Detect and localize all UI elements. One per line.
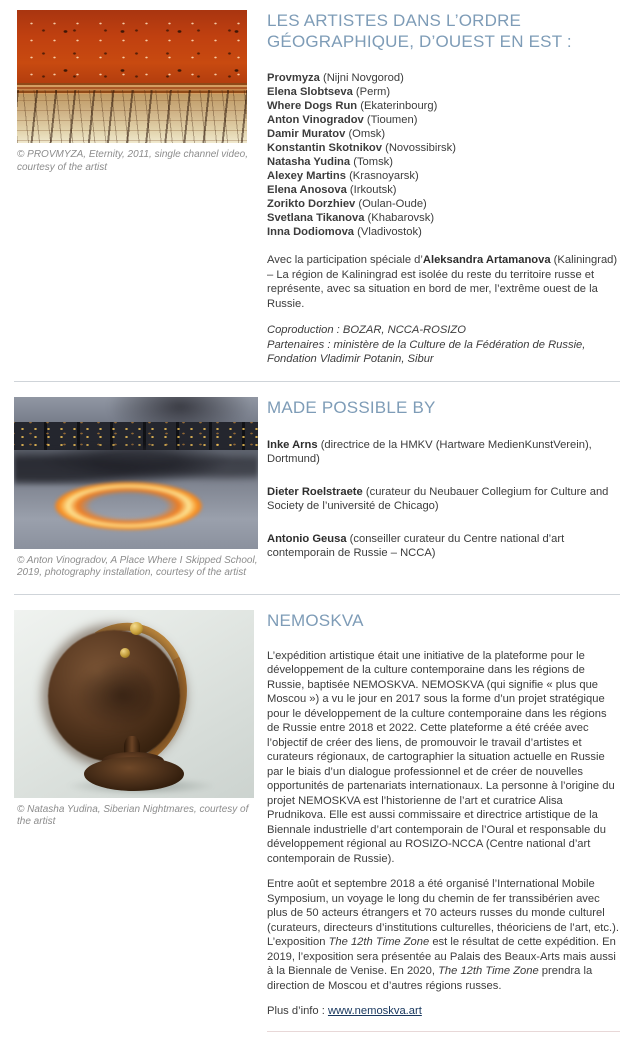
- artist-city: (Krasnoyarsk): [349, 170, 419, 182]
- artist-city: (Omsk): [348, 128, 386, 140]
- exhibition-title: The 12th Time Zone: [438, 965, 539, 977]
- person-name: Antonio Geusa: [267, 532, 347, 545]
- exhibition-title: The 12th Time Zone: [328, 936, 430, 948]
- fire-ring: [55, 482, 201, 531]
- artist-city: (Vladivostok): [357, 226, 422, 238]
- artwork-image-fire-ring: [14, 397, 258, 549]
- artist-city: (Tioumen): [366, 114, 418, 126]
- more-info-line: [267, 1004, 620, 1019]
- bottom-divider: [267, 1031, 620, 1032]
- section-nemoskva-media-column: [14, 608, 258, 829]
- fur-dark-patch: [74, 660, 154, 730]
- coproduction-line: Coproduction : BOZAR, NCCA-ROSIZO: [267, 324, 466, 336]
- artist-row: [267, 127, 620, 141]
- section-heading-nemoskva: NEMOSKVA: [267, 610, 364, 630]
- section-made-possible-by: [14, 395, 620, 580]
- section-mpb-media-column: [14, 395, 258, 580]
- partners-line: Partenaires : ministère de la Culture de la Fédération de Russie, Fondation Vladimir Potanin, Sibur: [267, 338, 586, 365]
- globe-base-foot: [84, 757, 184, 791]
- brass-finial: [130, 622, 143, 635]
- artist-row: [267, 225, 620, 239]
- section-divider: [14, 381, 620, 382]
- para2-text: Entre août et septembre 2018 a été organisé l’International Mobile Symposium, un voyage le long du chemin de fer transsibérien avec plus de 50 acteurs étrangers et 70 acteurs russes du monde culturel (curateurs, directeurs d’institutions culturelles, théoriciens de l’art, etc.). L’exposition: [267, 878, 619, 948]
- artist-name: Zorikto Dorzhiev: [267, 198, 356, 210]
- section-artists: [14, 8, 620, 367]
- artist-row: [267, 211, 620, 225]
- person-desc: (conseiller curateur du Centre national d’art contemporain de Russie – NCCA): [267, 532, 565, 559]
- section-nemoskva-text-column: [258, 608, 620, 1032]
- more-info-label: Plus d’info :: [267, 1005, 328, 1017]
- artist-name: Anton Vinogradov: [267, 114, 364, 126]
- artist-city: (Perm): [355, 86, 391, 98]
- section-mpb-text-column: [258, 395, 620, 561]
- special-artist-name: Aleksandra Artamanova: [422, 254, 551, 266]
- cliff-cracks: [17, 90, 247, 143]
- person-entry: [267, 532, 620, 561]
- artist-name: Natasha Yudina: [267, 156, 351, 168]
- brass-knob: [120, 648, 130, 658]
- person-name: Dieter Roelstraete: [267, 485, 363, 498]
- artist-row: [267, 85, 620, 99]
- artist-city: (Irkoutsk): [349, 184, 397, 196]
- artist-city: (Khabarovsk): [367, 212, 435, 224]
- dark-bushes: [14, 445, 258, 485]
- artist-name: Konstantin Skotnikov: [267, 142, 382, 154]
- artist-city: (Ekaterinbourg): [360, 100, 438, 112]
- artist-city: (Oulan-Oude): [358, 198, 427, 210]
- special-prefix: Avec la participation spéciale d’: [267, 254, 423, 266]
- special-participation-paragraph: [267, 253, 620, 311]
- nemoskva-paragraph-2: [267, 877, 620, 993]
- artist-city: (Novossibirsk): [385, 142, 456, 154]
- quarry-texture: [17, 10, 247, 86]
- image-caption-fire-ring: © Anton Vinogradov, A Place Where I Skipped School, 2019, photography installation, courtesy of the artist: [17, 554, 258, 578]
- artist-row: [267, 183, 620, 197]
- coproduction-block: [267, 323, 620, 367]
- section-heading-made-possible-by: MADE POSSIBLE BY: [267, 397, 436, 417]
- person-desc: (directrice de la HMKV (Hartware MedienKunstVerein), Dortmund): [267, 438, 592, 465]
- artist-list: [267, 71, 620, 239]
- image-caption-eternity: © PROVMYZA, Eternity, 2011, single channel video, courtesy of the artist: [17, 149, 248, 173]
- artist-name: Provmyza: [267, 72, 320, 84]
- artist-row: [267, 141, 620, 155]
- artist-name: Where Dogs Run: [267, 100, 358, 112]
- section-heading-artists: LES ARTISTES DANS L’ORDRE GÉOGRAPHIQUE, D’OUEST EN EST :: [267, 11, 572, 51]
- person-entry: [267, 485, 620, 514]
- artist-city: (Nijni Novgorod): [322, 72, 404, 84]
- artist-name: Elena Anosova: [267, 184, 347, 196]
- artist-row: [267, 169, 620, 183]
- artist-row: [267, 71, 620, 85]
- person-name: Inke Arns: [267, 438, 318, 451]
- artist-name: Inna Dodiomova: [267, 226, 355, 238]
- image-caption-fur-globe: © Natasha Yudina, Siberian Nightmares, courtesy of the artist: [17, 803, 249, 827]
- artist-row: [267, 99, 620, 113]
- artwork-image-eternity: [17, 10, 247, 143]
- artwork-image-fur-globe: [14, 610, 254, 798]
- para2-text: prendra la direction de Moscou et d’autres régions russes.: [267, 965, 593, 992]
- para2-text: est le résultat de cette expédition. En 2019, l’exposition sera présentée au Palais des Beaux-Arts mais aussi à la Biennale de Venise. En 2020,: [267, 936, 616, 977]
- section-nemoskva: [14, 608, 620, 1032]
- special-rest: (Kaliningrad) – La région de Kaliningrad est isolée du reste du territoire russe et représente, avec sa situation en bord de mer, l’extrême ouest de la Russie.: [267, 254, 618, 310]
- section-divider: [14, 594, 620, 595]
- section-artists-text-column: [258, 8, 620, 367]
- artist-city: (Tomsk): [353, 156, 393, 168]
- person-entry: [267, 438, 620, 467]
- artist-name: Elena Slobtseva: [267, 86, 353, 98]
- artist-name: Damir Muratov: [267, 128, 346, 140]
- artist-name: Svetlana Tikanova: [267, 212, 365, 224]
- artist-row: [267, 197, 620, 211]
- nemoskva-paragraph-1: L’expédition artistique était une initiative de la plateforme pour le développement de la culture contemporaine dans les régions de Russie, baptisée NEMOSKVA. NEMOSKVA (qui signifie « plus que Moscou ») a vu le jour en 2017 sous la forme d’un projet stratégique pour le développement de la culture contemporaine dans les régions de Russie entre 2018 et 2022. Cette plateforme a été créée avec l’objectif de créer des liens, de promouvoir le travail d’artistes et curateurs régionaux, de cartographier la situation actuelle en Russie par le biais d’un dialogue professionnel et de créer de nouvelles opportunités de partenariats internationaux. La personne à l’origine du projet NEMOSKVA est l’historienne de l’art et curatrice Alisa Prudnikova. Elle est aussi commissaire et directrice artistique de la Biennale industrielle d’art contemporain de l’Oural et responsable du développement régional au ROSIZO-NCCA (Centre national d’art contemporain de Russie).: [267, 649, 615, 865]
- person-desc: (curateur du Neubauer Collegium for Culture and Society de l’université de Chicago): [267, 485, 609, 512]
- artist-row: [267, 113, 620, 127]
- artist-row: [267, 155, 620, 169]
- nemoskva-website-link[interactable]: www.nemoskva.art: [327, 1005, 422, 1017]
- artist-name: Alexey Martins: [267, 170, 346, 182]
- section-artists-media-column: [14, 8, 258, 174]
